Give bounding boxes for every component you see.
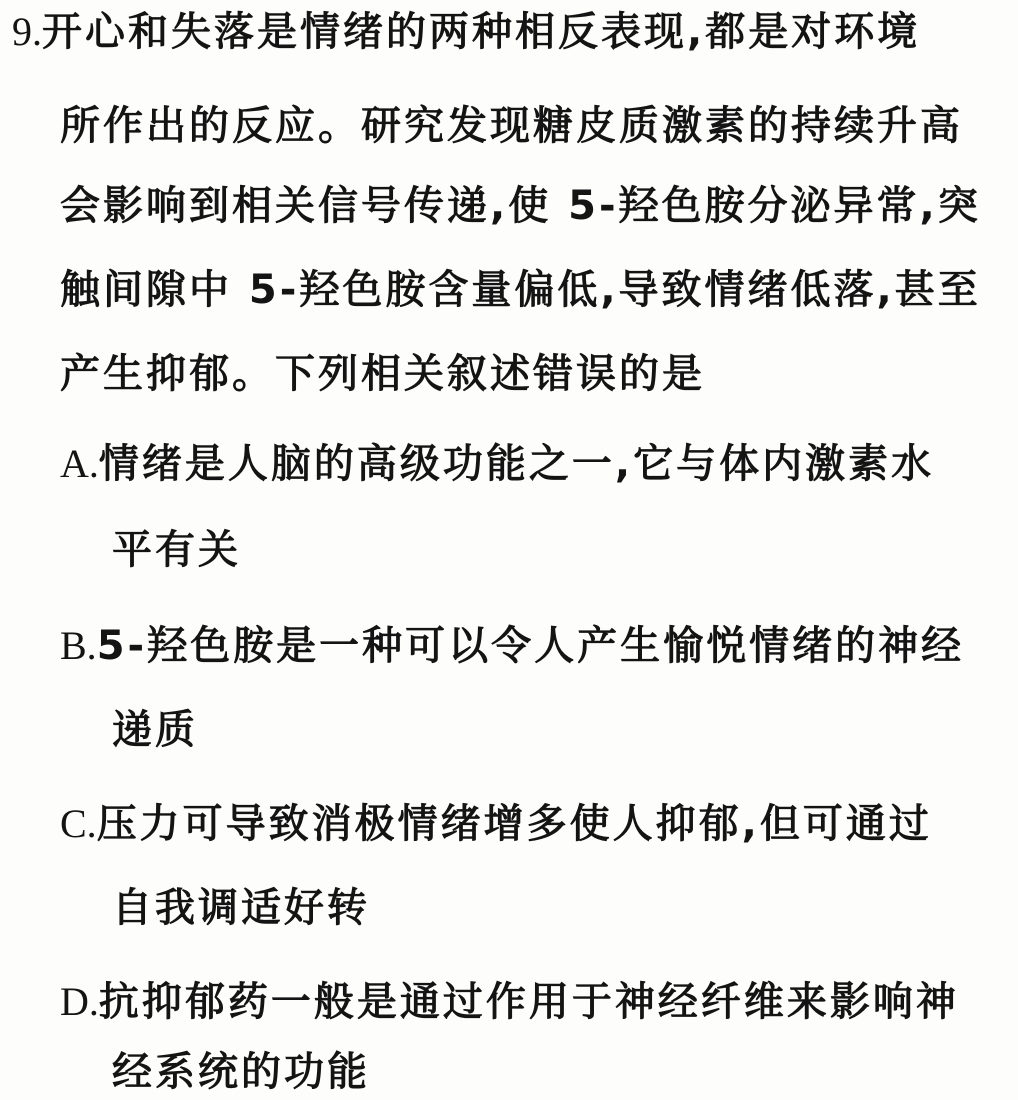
option-d[interactable] (60, 974, 959, 1030)
question-stem-line-5: 产生抑郁。下列相关叙述错误的是 (60, 351, 705, 397)
option-b-letter: B. (60, 623, 97, 668)
option-b-text-1: 5-羟色胺是一种可以令人产生愉悦情绪的神经 (96, 623, 965, 669)
stem-text-1: 开心和失落是情绪的两种相反表现,都是对环境 (42, 9, 921, 55)
option-a-text-1: 情绪是人脑的高级功能之一,它与体内激素水 (98, 441, 935, 487)
option-d-text-2: 经系统的功能 (112, 1049, 370, 1095)
option-c[interactable] (60, 796, 932, 852)
option-c-text-2: 自我调适好转 (112, 885, 370, 931)
option-b-text-2: 递质 (112, 707, 198, 753)
question-stem-line-4: 触间隙中 5-羟色胺含量偏低,导致情绪低落,甚至 (60, 267, 981, 313)
question-number: 9. (12, 9, 42, 54)
question-stem-line-1 (12, 4, 920, 60)
option-a-letter: A. (60, 441, 99, 486)
option-a-text-2: 平有关 (112, 527, 241, 573)
option-d-text-1: 抗抑郁药一般是通过作用于神经纤维来影响神 (98, 979, 959, 1025)
option-a[interactable] (60, 436, 934, 492)
option-c-letter: C. (60, 801, 97, 846)
question-stem-line-3: 会影响到相关信号传递,使 5-羟色胺分泌异常,突 (60, 183, 981, 229)
question-stem-line-2: 所作出的反应。研究发现糖皮质激素的持续升高 (60, 103, 963, 149)
option-c-text-1: 压力可导致消极情绪增多使人抑郁,但可通过 (96, 801, 932, 847)
option-b[interactable] (60, 618, 964, 674)
option-d-letter: D. (60, 979, 99, 1024)
